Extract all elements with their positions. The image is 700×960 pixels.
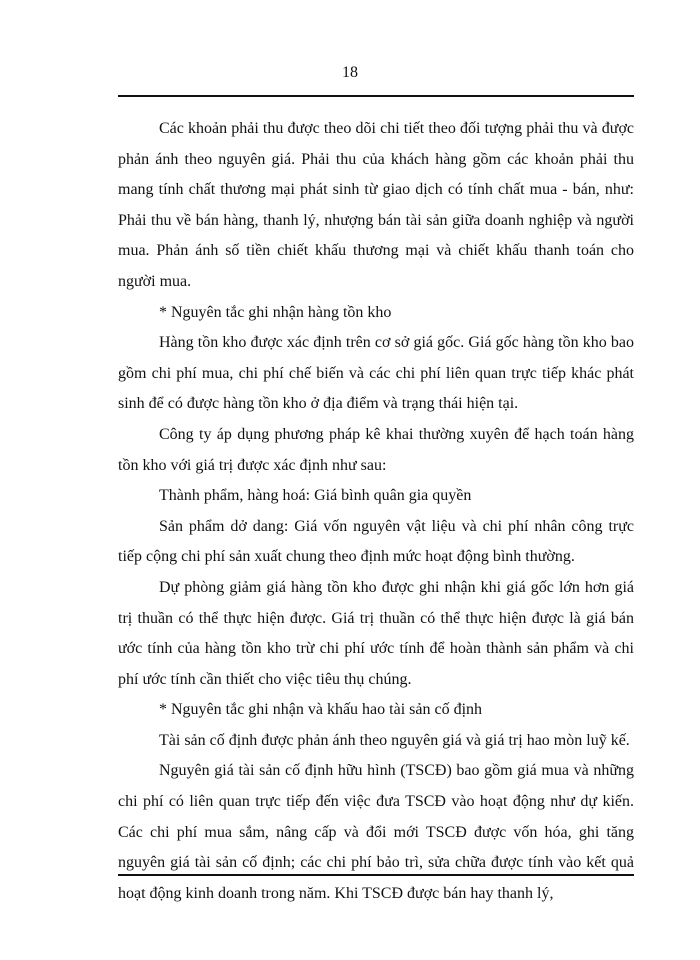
header-rule xyxy=(118,95,634,97)
footer-rule xyxy=(118,874,634,876)
paragraph-inventory-method: Công ty áp dụng phương pháp kê khai thường xuyên để hạch toán hàng tồn kho với giá trị được xác định như sau: xyxy=(118,425,634,474)
heading-fixed-asset-principle: * Nguyên tắc ghi nhận và khấu hao tài sản cố định xyxy=(159,701,483,719)
paragraph-inventory-cost: Hàng tồn kho được xác định trên cơ sở giá gốc. Giá gốc hàng tồn kho bao gồm chi phí mua, chi phí chế biến và các chi phí liên quan trực tiếp khác phát sinh để có được hàng tồn kho ở địa điểm và trạng thái hiện tại. xyxy=(118,334,634,413)
paragraph-finished-goods: Thành phẩm, hàng hoá: Giá bình quân gia quyền xyxy=(159,487,472,505)
paragraph-tangible-fixed-assets: Nguyên giá tài sản cố định hữu hình (TSCĐ) bao gồm giá mua và những chi phí có liên quan trực tiếp đến việc đưa TSCĐ vào hoạt động như dự kiến. Các chi phí mua sắm, nâng cấp và đổi mới TSCĐ được vốn hóa, ghi tăng nguyên giá tài sản cố định; các chi phí bảo trì, sửa chữa được tính vào kết quả hoạt động kinh doanh trong năm. Khi TSCĐ được bán hay thanh lý, xyxy=(118,762,634,902)
paragraph-fixed-asset-valuation: Tài sản cố định được phản ánh theo nguyên giá và giá trị hao mòn luỹ kế. xyxy=(159,731,630,749)
heading-inventory-principle: * Nguyên tắc ghi nhận hàng tồn kho xyxy=(159,303,392,321)
paragraph-work-in-progress: Sản phẩm dở dang: Giá vốn nguyên vật liệu và chi phí nhân công trực tiếp cộng chi phí sản xuất chung theo định mức hoạt động bình thường. xyxy=(118,517,634,566)
paragraph-receivables: Các khoản phải thu được theo dõi chi tiết theo đối tượng phải thu và được phản ánh theo nguyên giá. Phải thu của khách hàng gồm các khoản phải thu mang tính chất thương mại phát sinh từ giao dịch có tính chất mua - bán, như: Phải thu về bán hàng, thanh lý, nhượng bán tài sản giữa doanh nghiệp và người mua. Phản ánh số tiền chiết khấu thương mại và chiết khấu thanh toán cho người mua. xyxy=(118,120,634,290)
paragraph-inventory-provision: Dự phòng giảm giá hàng tồn kho được ghi nhận khi giá gốc lớn hơn giá trị thuần có thể thực hiện được. Giá trị thuần có thể thực hiện được là giá bán ước tính của hàng tồn kho trừ chi phí ước tính để hoàn thành sản phẩm và chi phí ước tính cần thiết cho việc tiêu thụ chúng. xyxy=(118,578,634,688)
document-body xyxy=(118,114,634,909)
page-number: 18 xyxy=(342,64,358,81)
